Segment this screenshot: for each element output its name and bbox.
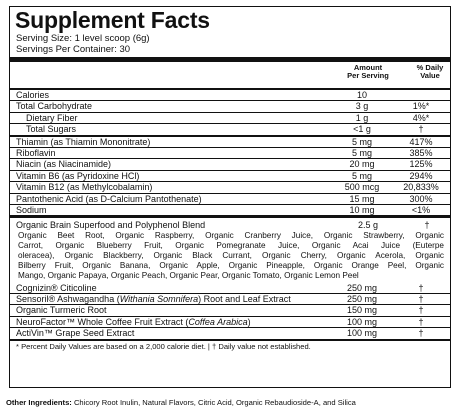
row-name-italic: Coffea Arabica bbox=[188, 316, 248, 327]
column-header bbox=[16, 62, 444, 88]
row-name: ActiVin™ Grape Seed Extract bbox=[16, 328, 135, 339]
row-name-part: Sensoril® Ashwagandha ( bbox=[16, 294, 120, 304]
row-amount: 500 mcg bbox=[344, 182, 380, 193]
vitamin-rows bbox=[16, 137, 444, 216]
blend-ingredients bbox=[16, 231, 444, 282]
row-name: Organic Turmeric Root bbox=[16, 305, 107, 316]
table-row bbox=[10, 147, 450, 158]
table-row bbox=[10, 283, 450, 293]
row-daily-value: † bbox=[418, 328, 424, 339]
row-name: Vitamin B6 (as Pyridoxine HCl) bbox=[16, 170, 140, 181]
macro-rows bbox=[16, 90, 444, 135]
row-amount: 15 mg bbox=[349, 193, 375, 204]
row-amount: 250 mg bbox=[346, 294, 378, 304]
row-amount: 5 mg bbox=[351, 136, 372, 147]
table-row bbox=[10, 158, 450, 169]
table-row bbox=[10, 137, 450, 147]
table-row bbox=[10, 204, 450, 215]
row-name bbox=[16, 294, 291, 304]
blend-section bbox=[10, 218, 450, 282]
blend-dv: † bbox=[424, 220, 430, 231]
amount-header-line2: Per Serving bbox=[347, 71, 389, 80]
blend-ingredients-line: Mango, Organic Papaya, Organic Peach, Organic Pear, Organic Tomato, Organic Lemon Peel bbox=[18, 271, 359, 281]
row-daily-value: 1%* bbox=[412, 101, 430, 112]
table-row bbox=[10, 112, 450, 123]
row-daily-value: † bbox=[418, 282, 424, 293]
row-daily-value: † bbox=[418, 124, 424, 135]
row-name: Niacin (as Niacinamide) bbox=[16, 159, 112, 170]
row-amount: 100 mg bbox=[346, 316, 378, 327]
dv-header-line2: Value bbox=[420, 71, 440, 80]
table-row bbox=[10, 170, 450, 181]
row-daily-value: 294% bbox=[409, 170, 433, 181]
row-amount: <1 g bbox=[353, 124, 371, 135]
row-name: Cognizin® Citicoline bbox=[16, 282, 97, 293]
table-row bbox=[10, 123, 450, 134]
blend-ingredients-line: Bilberry Fruit, Organic Banana, Organic Apple, Organic Pineapple, Organic Orange Peel, Organic bbox=[18, 261, 444, 271]
row-name: Riboflavin bbox=[16, 147, 56, 158]
row-name: Thiamin (as Thiamin Mononitrate) bbox=[16, 136, 151, 147]
servings-per-container: Servings Per Container: 30 bbox=[16, 44, 131, 55]
row-daily-value: 125% bbox=[409, 159, 433, 170]
row-amount: 20 mg bbox=[349, 159, 375, 170]
row-daily-value: <1% bbox=[411, 204, 431, 215]
extract-rows bbox=[16, 283, 444, 339]
row-amount: 1 g bbox=[355, 112, 369, 123]
row-amount: 10 mg bbox=[349, 204, 375, 215]
row-daily-value: † bbox=[418, 316, 424, 327]
amount-header-line1: Amount bbox=[353, 63, 383, 72]
blend-name: Organic Brain Superfood and Polyphenol Blend bbox=[16, 220, 206, 231]
row-daily-value: 20,833% bbox=[403, 182, 439, 193]
other-ingredients-label: Other Ingredients: bbox=[6, 398, 72, 407]
row-name: Total Carbohydrate bbox=[16, 101, 93, 112]
amount-header bbox=[340, 64, 396, 80]
row-name: Vitamin B12 (as Methylcobalamin) bbox=[16, 182, 153, 193]
blend-ingredients-line: oleracea), Organic Blackberry, Organic Black Currant, Organic Cherry, Organic Acerola, Organic bbox=[18, 251, 444, 260]
row-name: Dietary Fiber bbox=[26, 112, 78, 123]
row-daily-value: 385% bbox=[409, 147, 433, 158]
table-row bbox=[10, 90, 450, 100]
table-row bbox=[10, 304, 450, 315]
row-name-part: ) Root and Leaf Extract bbox=[198, 294, 291, 304]
supplement-facts-panel bbox=[9, 6, 451, 388]
row-daily-value: † bbox=[418, 294, 424, 304]
row-amount: 10 bbox=[356, 90, 367, 100]
blend-amount: 2.5 g bbox=[357, 220, 379, 231]
row-daily-value: 300% bbox=[409, 193, 433, 204]
row-name bbox=[16, 317, 251, 327]
row-daily-value: 4%* bbox=[412, 112, 430, 123]
serving-size: Serving Size: 1 level scoop (6g) bbox=[16, 33, 150, 44]
dv-header-line1: % Daily bbox=[416, 63, 444, 72]
row-daily-value: 417% bbox=[409, 136, 433, 147]
table-row bbox=[10, 316, 450, 327]
row-name-part: NeuroFactor™ Whole Coffee Fruit Extract ( bbox=[16, 316, 189, 327]
blend-row bbox=[16, 220, 444, 230]
row-amount: 150 mg bbox=[346, 305, 378, 316]
row-amount: 5 mg bbox=[351, 147, 372, 158]
table-row bbox=[10, 293, 450, 304]
row-amount: 3 g bbox=[355, 101, 369, 112]
table-row bbox=[10, 327, 450, 338]
row-name: Sodium bbox=[16, 204, 47, 215]
blend-ingredients-line: Organic Beet Root, Organic Raspberry, Organic Cranberry Juice, Organic Strawberry, Organic bbox=[18, 230, 444, 240]
table-row bbox=[10, 181, 450, 192]
row-amount: 100 mg bbox=[346, 328, 378, 339]
row-name: Calories bbox=[16, 90, 50, 100]
row-amount: 5 mg bbox=[351, 170, 372, 181]
row-name: Pantothenic Acid (as D-Calcium Pantothenate) bbox=[16, 193, 202, 204]
row-daily-value: † bbox=[418, 305, 424, 316]
table-row bbox=[10, 100, 450, 111]
dv-header bbox=[408, 64, 452, 80]
other-ingredients-text: Chicory Root Inulin, Natural Flavors, Citric Acid, Organic Rebaudioside-A, and Silica bbox=[71, 398, 356, 407]
blend-ingredients-line: Carrot, Organic Blueberry Fruit, Organic Pomegranate Juice, Organic Acai Juice (Euterpe bbox=[18, 240, 444, 250]
other-ingredients bbox=[6, 398, 356, 407]
row-name: Total Sugars bbox=[26, 124, 77, 135]
row-amount: 250 mg bbox=[346, 282, 378, 293]
footnote: * Percent Daily Values are based on a 2,000 calorie diet. | † Daily value not established. bbox=[16, 341, 311, 351]
panel-title: Supplement Facts bbox=[15, 7, 210, 33]
row-name-part: ) bbox=[247, 316, 251, 327]
row-name-italic: Withania Somnifera bbox=[119, 294, 199, 304]
table-row bbox=[10, 193, 450, 204]
